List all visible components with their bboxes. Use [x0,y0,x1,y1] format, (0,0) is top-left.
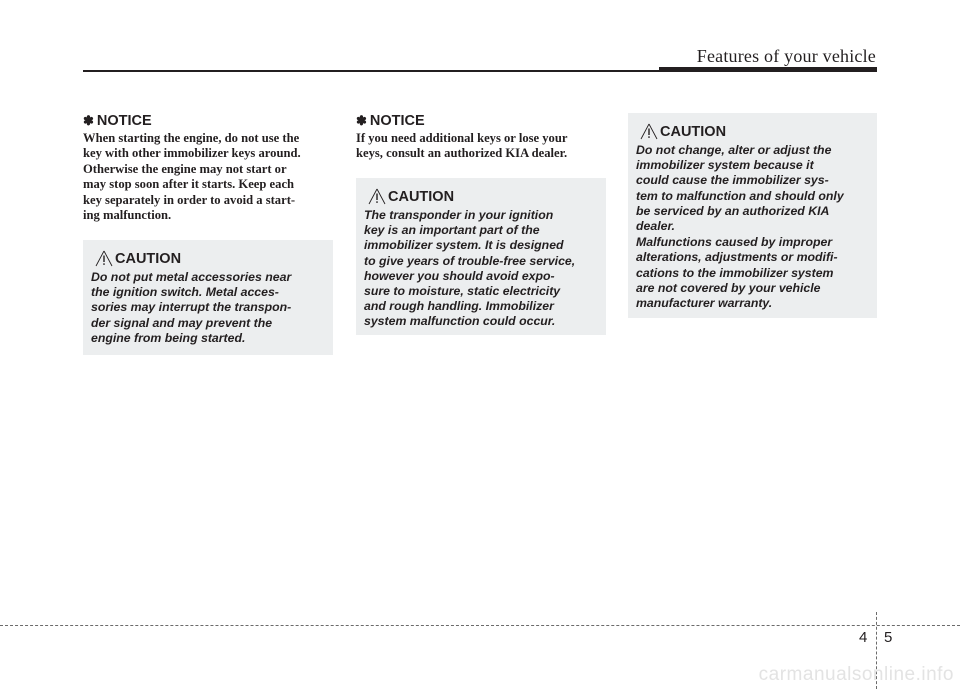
notice-line: ing malfunction. [83,208,172,223]
notice-star-icon: ✽ [356,113,367,128]
caution-line: immobilizer system because it [636,158,814,173]
caution-line: sure to moisture, static electricity [364,284,561,299]
caution-line: der signal and may prevent the [91,315,273,330]
caution-line: dealer. [636,219,675,234]
caution-line: could cause the immobilizer sys- [636,173,829,188]
notice-body [356,131,606,162]
notice-line: When starting the engine, do not use the [83,131,300,145]
caution-line: immobilizer system. It is designed [364,238,564,253]
caution-line: and rough handling. Immobilizer [364,299,554,314]
caution-box [628,113,877,318]
caution-title: CAUTION [388,189,455,205]
caution-line: engine from being started. [91,330,246,345]
warning-triangle-icon [368,188,386,205]
caution-line: key is an important part of the [364,223,540,238]
notice-title: NOTICE [369,113,425,129]
caution-line: be serviced by an authorized KIA [636,203,830,218]
notice-body [83,131,334,223]
notice-line: may stop soon after it starts. Keep each [83,177,295,192]
section-title: Features of your vehicle [696,46,876,66]
caution-line: however you should avoid expo- [364,268,555,283]
caution-text [91,270,325,346]
notice-heading [356,113,425,129]
watermark: carmanualsonline.info [758,664,954,685]
caution-line: Malfunctions caused by improper [636,235,833,250]
notice-line: keys, consult an authorized KIA dealer. [356,146,568,161]
caution-title: CAUTION [660,124,727,140]
caution-line: The transponder in your ignition [364,208,554,222]
caution-line: cations to the immobilizer system [636,265,834,280]
caution-box [356,178,606,335]
notice-title: NOTICE [96,113,152,129]
caution-text [364,208,598,330]
caution-text [636,235,869,311]
caution-heading [95,250,325,267]
caution-line: tem to malfunction and should only [636,188,844,203]
footer-divider [0,625,960,626]
caution-line: sories may interrupt the transpon- [91,300,292,315]
header-rule [83,70,663,72]
caution-line: manufacturer warranty. [636,296,773,311]
caution-line: the ignition switch. Metal acces- [91,285,279,300]
caution-heading [368,188,598,205]
warning-triangle-icon [95,250,113,267]
notice-star-icon: ✽ [83,113,94,128]
page-number: 5 [884,629,893,646]
notice-line: key separately in order to avoid a start- [83,192,296,207]
caution-line: to give years of trouble-free service, [364,253,576,268]
notice-line: key with other immobilizer keys around. [83,146,301,161]
caution-line: system malfunction could occur. [364,314,556,329]
caution-heading [640,123,869,140]
caution-title: CAUTION [115,251,182,267]
header-rule-thick [659,67,877,72]
caution-text [636,143,869,234]
caution-line: Do not put metal accessories near [91,270,292,284]
caution-line: alterations, adjustments or modifi- [636,250,838,265]
caution-line: Do not change, alter or adjust the [636,143,832,157]
warning-triangle-icon [640,123,658,140]
chapter-number: 4 [859,629,868,646]
caution-line: are not covered by your vehicle [636,280,821,295]
notice-line: If you need additional keys or lose your [356,131,568,145]
caution-box [83,240,333,355]
notice-heading [83,113,152,129]
notice-line: Otherwise the engine may not start or [83,161,287,176]
